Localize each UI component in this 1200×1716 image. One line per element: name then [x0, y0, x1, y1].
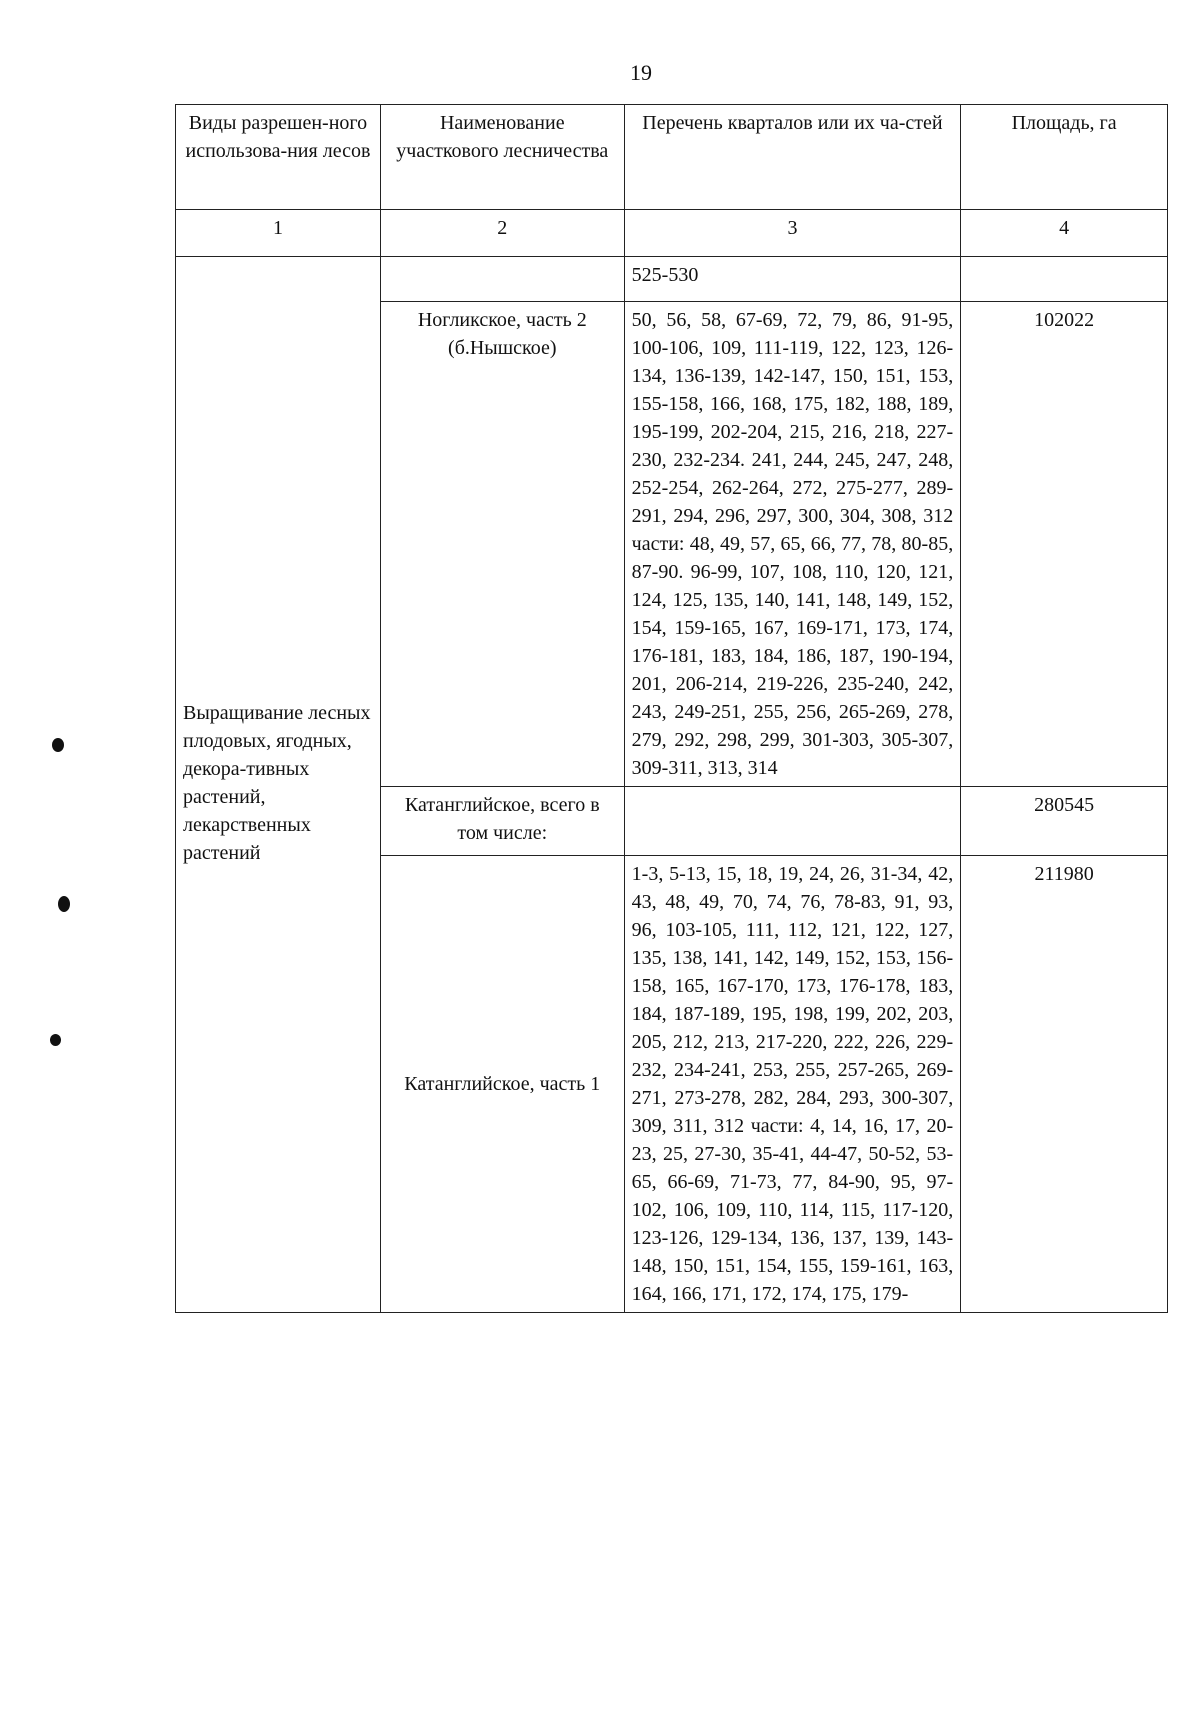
area-cell: 211980 [961, 856, 1168, 1313]
forestry-cell [380, 257, 624, 302]
quarters-cell: 1-3, 5-13, 15, 18, 19, 24, 26, 31-34, 42, 43, 48, 49, 70, 74, 76, 78-83, 91, 93, 96, 103-105, 111, 112, 121, 122, 127, 135, 138, 141, 142, 149, 152, 153, 156-158, 165, 167-170, 173, 176-178, 183, 184, 187-189, 195, 198, 199, 202, 203, 205, 212, 213, 217-220, 222, 226, 229-232, 234-241, 253, 255, 257-265, 269-271, 273-278, 282, 284, 293, 300-307, 309, 311, 312 части: 4, 14, 16, 17, 20-23, 25, 27-30, 35-41, 44-47, 50-52, 53-65, 66-69, 71-73, 77, 84-90, 95, 97-102, 106, 109, 110, 114, 115, 117-120, 123-126, 129-134, 136, 137, 139, 143-148, 150, 151, 154, 155, 159-161, 163, 164, 166, 171, 172, 174, 175, 179- [624, 856, 961, 1313]
forestry-cell [380, 856, 624, 1313]
column-number: 2 [380, 210, 624, 257]
use-type-cell [176, 257, 381, 1313]
use-type-text: Выращивание лесных плодовых, ягодных, декора-тивных растений, лекарственных растений [183, 701, 371, 864]
area-cell [961, 257, 1168, 302]
forestry-name: Катанглийское, часть 1 [404, 1073, 601, 1095]
area-cell: 280545 [961, 787, 1168, 856]
header-forestry: Наименование участкового лесничества [380, 105, 624, 210]
allowed-use-table [175, 104, 1168, 1313]
punch-hole-mark [58, 896, 70, 912]
area-cell: 102022 [961, 302, 1168, 787]
header-quarters: Перечень кварталов или их ча-стей [624, 105, 961, 210]
table-row [176, 257, 1168, 302]
quarters-cell: 50, 56, 58, 67-69, 72, 79, 86, 91-95, 100-106, 109, 111-119, 122, 123, 126-134, 136-139, 142-147, 150, 151, 153, 155-158, 166, 168, 175, 182, 188, 189, 195-199, 202-204, 215, 216, 218, 227-230, 232-234. 241, 244, 245, 247, 248, 252-254, 262-264, 272, 275-277, 289-291, 294, 296, 297, 300, 304, 308, 312 части: 48, 49, 57, 65, 66, 77, 78, 80-85, 87-90. 96-99, 107, 108, 110, 120, 121, 124, 125, 135, 140, 141, 148, 149, 152, 154, 159-165, 167, 169-171, 173, 174, 176-181, 183, 184, 186, 187, 190-194, 201, 206-214, 219-226, 235-240, 242, 243, 249-251, 255, 256, 265-269, 278, 279, 292, 298, 299, 301-303, 305-307, 309-311, 313, 314 [624, 302, 961, 787]
column-number-row [176, 210, 1168, 257]
forestry-cell: Ногликское, часть 2 (б.Нышское) [380, 302, 624, 787]
column-number: 3 [624, 210, 961, 257]
punch-hole-mark [50, 1034, 61, 1046]
column-number: 4 [961, 210, 1168, 257]
quarters-cell: 525-530 [624, 257, 961, 302]
punch-hole-mark [52, 738, 64, 752]
header-row [176, 105, 1168, 210]
quarters-cell [624, 787, 961, 856]
forestry-cell: Катанглийское, всего в том числе: [380, 787, 624, 856]
page-number: 19 [630, 60, 652, 85]
column-number: 1 [176, 210, 381, 257]
header-use-type: Виды разрешен-ного использова-ния лесов [176, 105, 381, 210]
header-area: Площадь, га [961, 105, 1168, 210]
